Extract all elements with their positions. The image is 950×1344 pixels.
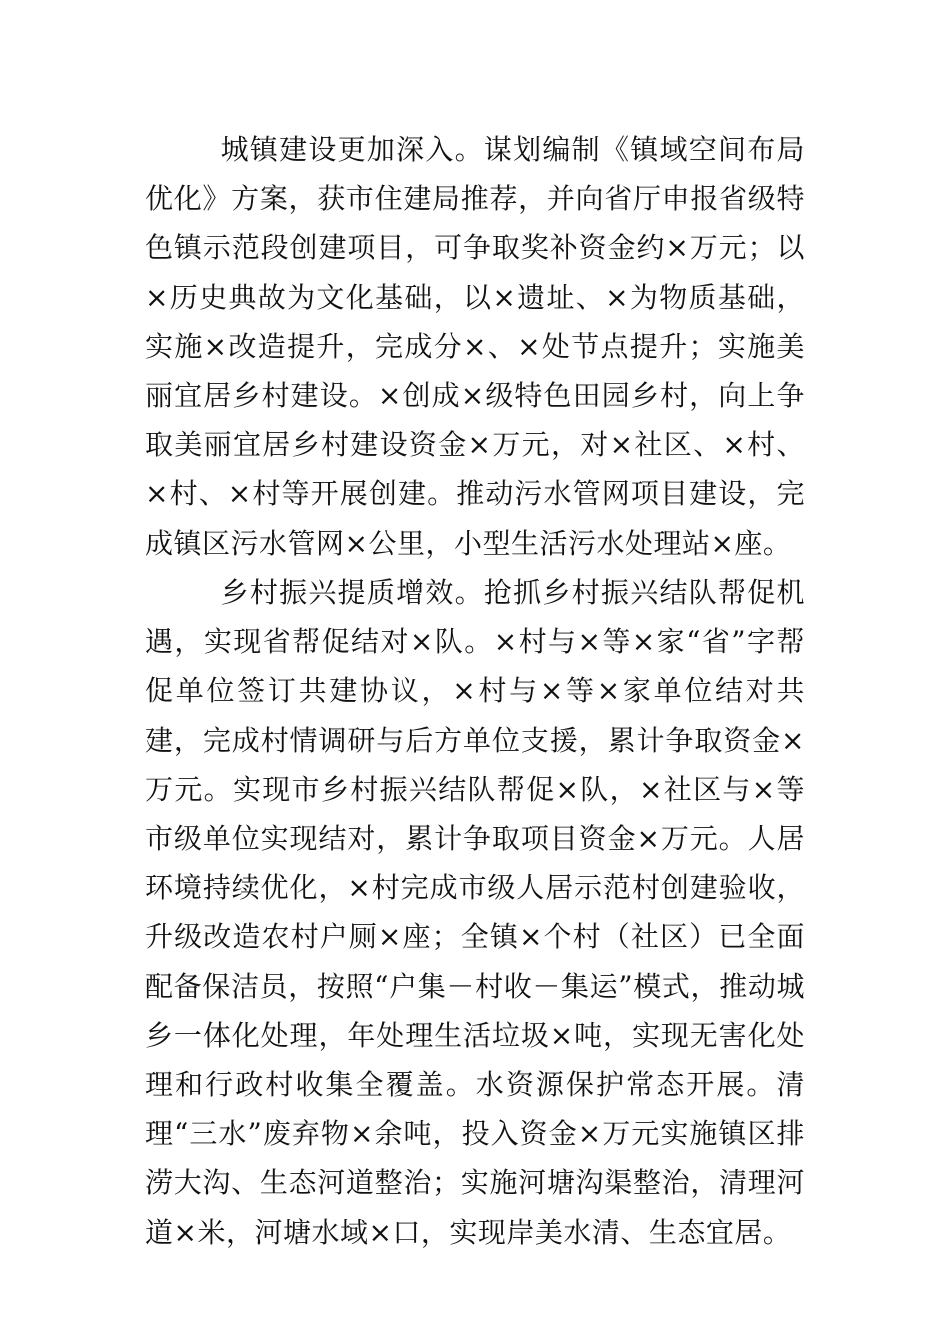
paragraph-rural-revitalization: 乡村振兴提质增效。抢抓乡村振兴结队帮促机遇，实现省帮促结对×队。×村与×等×家“省”字帮促单位签订共建协议，×村与×等×家单位结对共建，完成村情调研与后方单位支援，累计争取资金×万元。实现市乡村振兴结队帮促×队，×社区与×等市级单位实现结对，累计争取项目资金×万元。人居环境持续优化，×村完成市级人居示范村创建验收，升级改造农村户厕×座；全镇×个村（社区）已全面配备保洁员，按照“户集－村收－集运”模式，推动城乡一体化处理，年处理生活垃圾×吨，实现无害化处理和行政村收集全覆盖。水资源保护常态开展。清理“三水”废弃物×余吨，投入资金×万元实施镇区排涝大沟、生态河道整治；实施河塘沟渠整治，清理河道×米，河塘水域×口，实现岸美水清、生态宜居。: [145, 576, 805, 1249]
paragraph-urban-construction: 城镇建设更加深入。谋划编制《镇域空间布局优化》方案，获市住建局推荐，并向省厅申报省级特色镇示范段创建项目，可争取奖补资金约×万元；以×历史典故为文化基础，以×遗址、×为物质基础，实施×改造提升，完成分×、×处节点提升；实施美丽宜居乡村建设。×创成×级特色田园乡村，向上争取美丽宜居乡村建设资金×万元，对×社区、×村、×村、×村等开展创建。推动污水管网项目建设，完成镇区污水管网×公里，小型生活污水处理站×座。: [145, 133, 805, 560]
